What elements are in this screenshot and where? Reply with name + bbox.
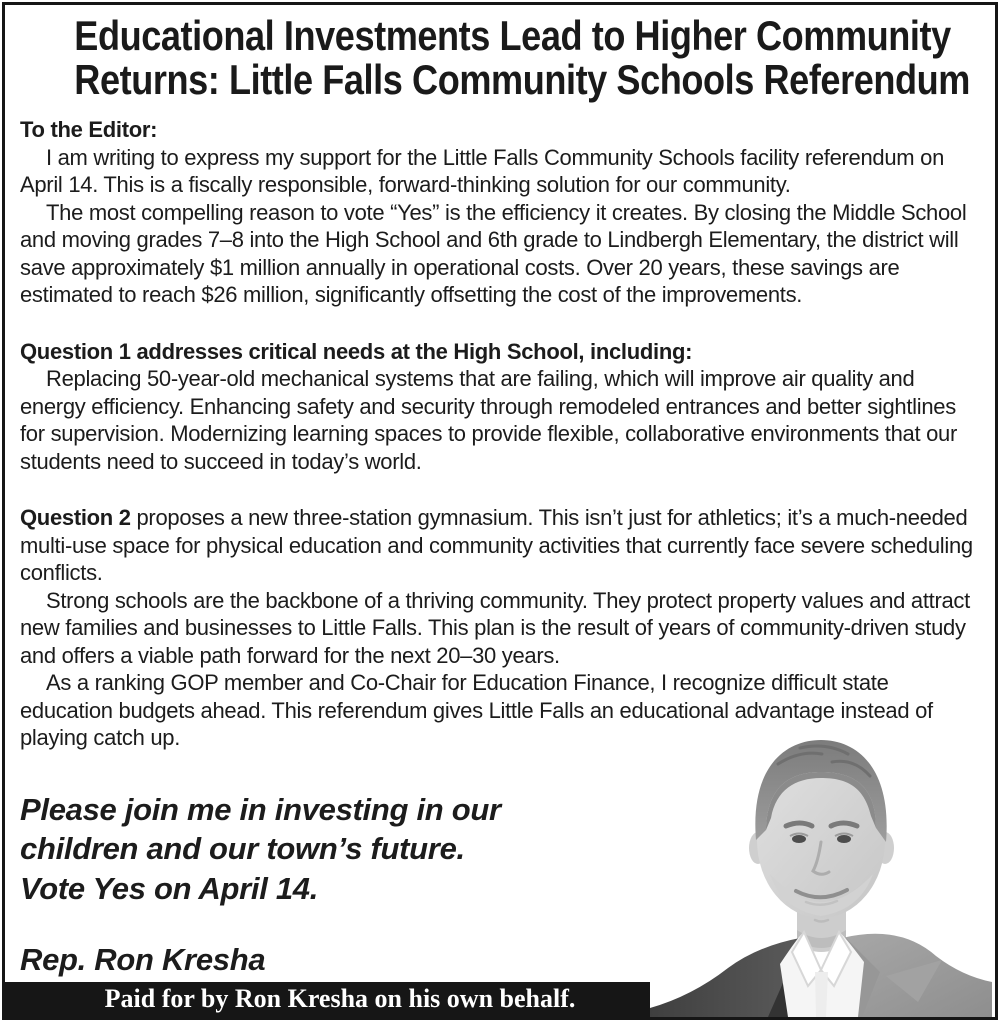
headline — [5, 5, 995, 102]
cta-line-2: children and our town’s future. — [20, 831, 465, 866]
letter-body — [5, 102, 995, 752]
headline-line-1: Educational Investments Lead to Higher Community — [74, 12, 951, 59]
question-2-lead: Question 2 — [20, 505, 131, 530]
question-1-heading: Question 1 addresses critical needs at the High School, including: — [20, 338, 693, 364]
newspaper-ad — [2, 2, 998, 1020]
paragraph-gop: As a ranking GOP member and Co-Chair for Education Finance, I recognize difficult state education budgets ahead. This referendum gives Little Falls an educational advantage instead of playing catch up. — [20, 670, 933, 750]
paragraph-efficiency: The most compelling reason to vote “Yes” is the efficiency it creates. By closing the Middle School and moving grades 7–8 into the High School and 6th grade to Lindbergh Elementary, the district will save approximately $1 million annually in operational costs. Over 20 years, these savings are estimated to reach $26 million, significantly offsetting the cost of the improvements. — [20, 199, 967, 307]
question-2-rest: proposes a new three-station gymnasium. This isn’t just for athletics; it’s a much-needed multi-use space for physical education and community activities that currently face severe scheduling conflicts. — [20, 505, 973, 585]
call-to-action — [5, 790, 680, 909]
signature: Rep. Ron Kresha — [20, 942, 266, 977]
portrait-photo — [650, 724, 992, 1017]
paid-for-text: Paid for by Ron Kresha on his own behalf. — [104, 983, 576, 1013]
paid-for-bar — [5, 982, 675, 1017]
paragraph-strong-schools: Strong schools are the backbone of a thriving community. They protect property values and attract new families and businesses to Little Falls. This plan is the result of years of community-driven study and offers a viable path forward for the next 20–30 years. — [20, 587, 970, 668]
cta-line-3: Vote Yes on April 14. — [20, 870, 319, 906]
headline-line-2: Returns: Little Falls Community Schools Referendum — [74, 56, 970, 103]
question-2-paragraph — [20, 504, 979, 587]
portrait-photo-illustration — [650, 724, 992, 1017]
cta-line-1: Please join me in investing in our — [20, 791, 501, 827]
salutation: To the Editor: — [20, 117, 158, 142]
question-1-body: Replacing 50-year-old mechanical systems that are failing, which will improve air quality and energy efficiency. Enhancing safety and security through remodeled entrances and better sightlines for supervision. Modernizing learning spaces to provide flexible, collaborative environments that our students need to succeed in today’s world. — [20, 366, 957, 474]
paragraph-support: I am writing to express my support for the Little Falls Community Schools facility referendum on April 14. This is a fiscally responsible, forward-thinking solution for our community. — [20, 144, 945, 197]
